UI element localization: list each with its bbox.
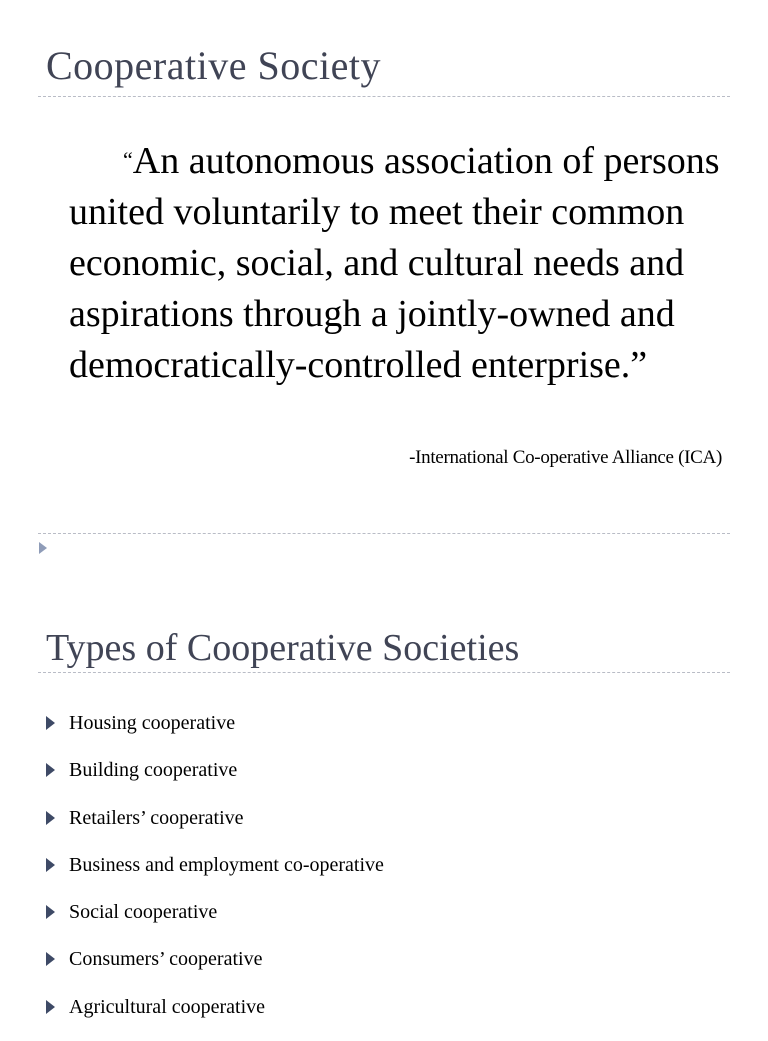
triangle-right-icon xyxy=(46,716,55,730)
list-item xyxy=(46,710,384,757)
list-item-label: Social cooperative xyxy=(69,901,218,924)
list-item xyxy=(46,994,384,1041)
list-item-label: Retailers’ cooperative xyxy=(69,806,244,829)
list-item-label: Agricultural cooperative xyxy=(69,995,266,1018)
triangle-right-icon xyxy=(46,1000,55,1014)
quote-attribution: -International Co-operative Alliance (ICA) xyxy=(409,447,722,468)
open-quote-mark: “ xyxy=(123,147,133,172)
list-item-label: Business and employment co-operative xyxy=(69,853,384,876)
list-item-label: Consumers’ cooperative xyxy=(69,948,263,971)
slide-title: Cooperative Society xyxy=(46,43,381,88)
title-divider xyxy=(38,672,730,673)
list-item-label: Housing cooperative xyxy=(69,712,236,734)
list-item xyxy=(46,852,384,899)
list-item-label: Building cooperative xyxy=(69,759,238,782)
list-item xyxy=(46,946,384,993)
triangle-right-icon xyxy=(39,542,47,554)
title-divider xyxy=(38,96,730,97)
quote-text: An autonomous association of persons united voluntarily to meet their common economic, social, and cultural needs and aspirations through a jointly-owned and democratically-controlled enterprise.” xyxy=(69,140,720,386)
triangle-right-icon xyxy=(46,905,55,919)
slide-types-of-cooperatives xyxy=(0,600,768,1024)
slide-footer-divider xyxy=(38,533,730,534)
cooperative-types-list xyxy=(46,710,384,1041)
triangle-right-icon xyxy=(46,952,55,966)
triangle-right-icon xyxy=(46,858,55,872)
definition-quote xyxy=(69,134,734,391)
list-item xyxy=(46,757,384,804)
slide-title: Types of Cooperative Societies xyxy=(46,627,520,669)
list-item xyxy=(46,899,384,946)
list-item xyxy=(46,805,384,852)
triangle-right-icon xyxy=(46,811,55,825)
triangle-right-icon xyxy=(46,763,55,777)
